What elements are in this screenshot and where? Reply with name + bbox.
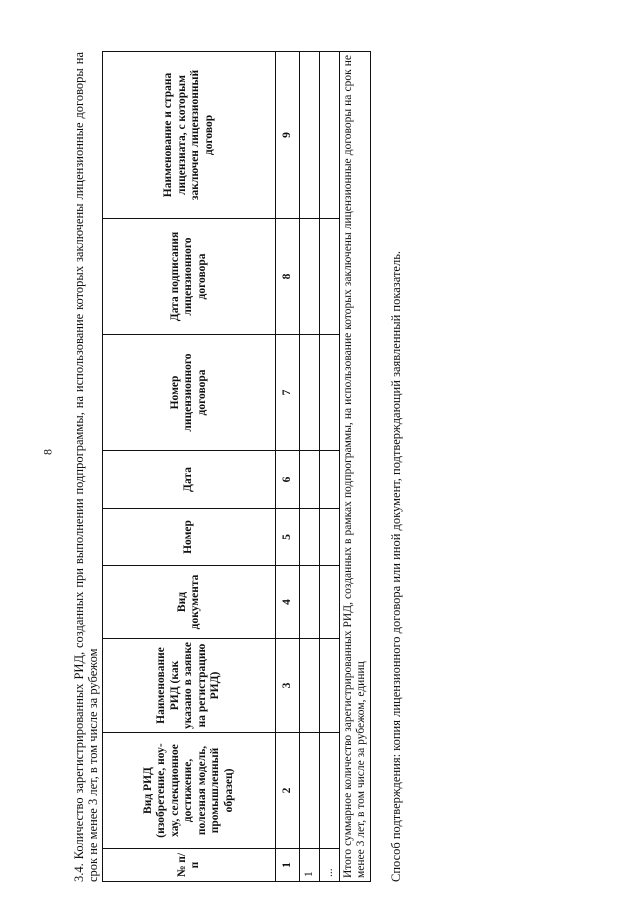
table-cell	[320, 52, 340, 219]
table-cell	[300, 451, 320, 509]
table-cell	[300, 52, 320, 219]
header-cell-rid-type: Вид РИД (изобретение, ноу-хау, селекционное достижение, полезная модель, промышленный образец)	[103, 733, 276, 849]
table-cell: ...	[320, 849, 340, 882]
column-number-row	[276, 52, 300, 882]
table-cell: 1	[300, 849, 320, 882]
table-row	[320, 52, 340, 882]
column-number: 4	[276, 566, 300, 639]
table-cell	[320, 566, 340, 639]
summary-row	[340, 52, 371, 882]
confirmation-method: Способ подтверждения: копия лицензионного договора или иной документ, подтверждающий заявленный показатель.	[389, 250, 403, 882]
column-number: 3	[276, 639, 300, 733]
column-number: 8	[276, 219, 300, 335]
table-cell	[300, 639, 320, 733]
section-heading: 3.4. Количество зарегистрированных РИД, созданных при выполнении подпрограммы, на использование которых заключены лицензионные договоры на срок не менее 3 лет, в том числе за рубежом	[72, 52, 100, 882]
table-row	[300, 52, 320, 882]
table-cell	[300, 566, 320, 639]
table-cell	[320, 219, 340, 335]
column-number: 6	[276, 451, 300, 509]
header-cell-license-date: Дата подписания лицензионного договора	[103, 219, 276, 335]
header-cell-doc-number: Номер	[103, 509, 276, 566]
column-number: 5	[276, 509, 300, 566]
summary-cell: Итого суммарное количество зарегистрированных РИД, созданных в рамках подпрограммы, на использование которых заключены лицензионные договоры на срок не менее 3 лет, в том числе за рубежом, единиц	[340, 52, 371, 882]
column-number: 7	[276, 335, 300, 451]
header-cell-num: № п/п	[103, 849, 276, 882]
table-cell	[300, 219, 320, 335]
table-cell	[320, 509, 340, 566]
header-cell-license-number: Номер лицензионного договора	[103, 335, 276, 451]
rotated-content	[72, 52, 416, 882]
table-cell	[300, 335, 320, 451]
header-row	[103, 52, 276, 882]
column-number: 2	[276, 733, 300, 849]
page-number: 8	[40, 449, 55, 455]
column-number: 1	[276, 849, 300, 882]
table-cell	[320, 639, 340, 733]
header-cell-licensee: Наименование и страна лицензиата, с которым заключен лицензионный договор	[103, 52, 276, 219]
table-cell	[320, 733, 340, 849]
table-cell	[320, 335, 340, 451]
rid-license-table	[102, 51, 371, 882]
header-cell-doc-date: Дата	[103, 451, 276, 509]
column-number: 9	[276, 52, 300, 219]
table-cell	[320, 451, 340, 509]
table-cell	[300, 733, 320, 849]
header-cell-rid-name: Наименование РИД (как указано в заявке на регистрацию РИД)	[103, 639, 276, 733]
table-cell	[300, 509, 320, 566]
header-cell-doc-type: Вид документа	[103, 566, 276, 639]
